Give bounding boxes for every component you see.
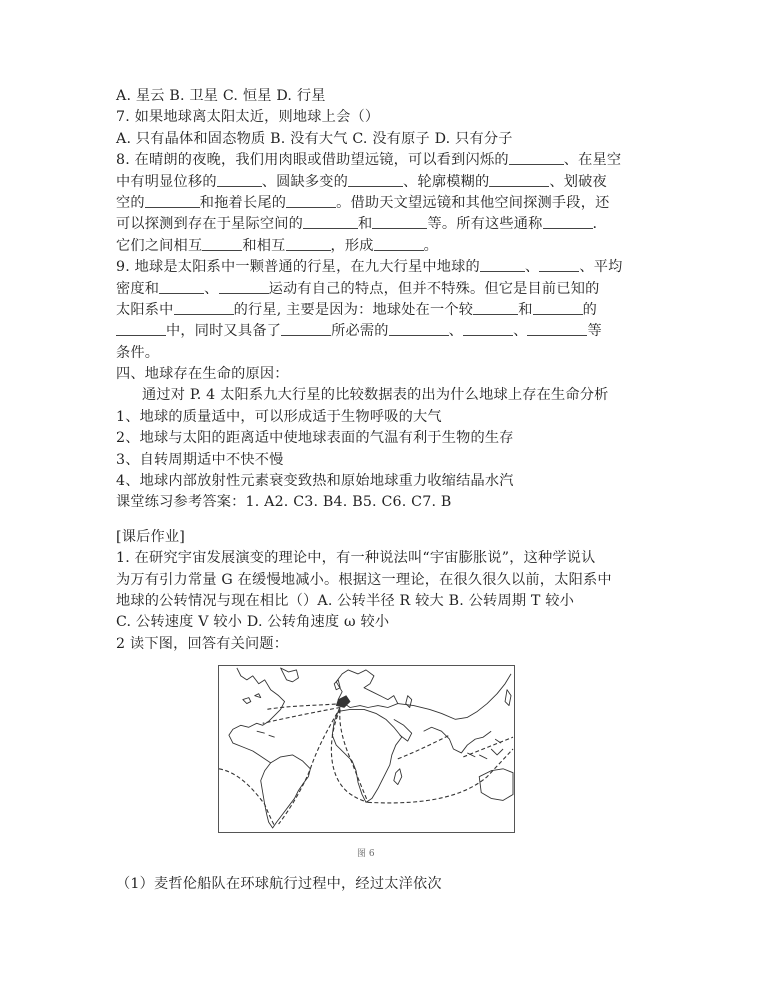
- hw2-stem: 2 读下图，回答有关问题：: [116, 635, 289, 652]
- fill-blank[interactable]: [527, 321, 587, 336]
- text: 密度和: [116, 280, 160, 297]
- section-4-title: 四、地球存在生命的原因：: [116, 366, 289, 383]
- text: 、划破夜: [549, 173, 607, 190]
- greenland-outline: [281, 668, 299, 682]
- text: 8. 在晴朗的夜晚，我们用肉眼或借助望远镜，可以看到闪烁的: [116, 152, 509, 169]
- section-4-intro: 通过对 P. 4 太阳系九大行星的比较数据表的出为什么地球上存在生命分析: [142, 387, 609, 404]
- great-lakes: [243, 694, 261, 704]
- q7-options: A. 只有晶体和固态物质 B. 没有大气 C. 没有原子 D. 只有分子: [116, 130, 513, 147]
- document-page: [116, 86, 656, 655]
- fill-blank[interactable]: [281, 321, 331, 336]
- fill-blank[interactable]: [489, 172, 549, 187]
- fill-blank[interactable]: [533, 300, 583, 315]
- q8-line-5: [116, 236, 656, 257]
- text: 和: [358, 216, 373, 233]
- q7-stem: 7. 如果地球离太阳太近，则地球上会（）: [116, 109, 380, 126]
- q8-line-3: [116, 193, 656, 214]
- fill-blank[interactable]: [303, 214, 358, 229]
- q9-line-1: [116, 257, 656, 278]
- text: 等: [587, 323, 602, 340]
- world-map-drawing: [219, 666, 514, 832]
- text: .: [592, 216, 598, 233]
- caribbean-islands: [257, 731, 275, 737]
- fill-blank[interactable]: [219, 279, 269, 294]
- reason-1: 1、地球的质量适中，可以形成适于生物呼吸的大气: [116, 408, 442, 425]
- fill-blank[interactable]: [480, 257, 525, 272]
- text: 和拖着长尾的: [199, 194, 287, 211]
- text: 中，同时又具备了: [166, 323, 282, 340]
- text: 和: [518, 301, 533, 318]
- text: 、轮廓模糊的: [403, 173, 490, 190]
- homework-title: [课后作业]: [116, 528, 186, 545]
- q9-line-4: [116, 321, 656, 342]
- fill-blank[interactable]: [372, 214, 427, 229]
- reason-4: 4、地球内部放射性元素衰变致热和原始地球重力收缩结晶水汽: [116, 473, 514, 490]
- q6-options: A. 星云 B. 卫星 C. 恒星 D. 行星: [116, 88, 326, 104]
- text: 和相互: [242, 237, 286, 254]
- fill-blank[interactable]: [389, 321, 449, 336]
- text: 、: [204, 280, 219, 297]
- south-america-outline: [261, 755, 311, 828]
- text: 、: [448, 323, 464, 340]
- fill-blank[interactable]: [174, 300, 234, 315]
- fill-blank[interactable]: [202, 236, 242, 251]
- fill-blank[interactable]: [539, 257, 579, 272]
- text: 、平均: [579, 259, 623, 276]
- text: 、圆缺多变的: [261, 173, 349, 190]
- q8-line-1: [116, 150, 656, 171]
- text: 太阳系中: [116, 301, 174, 318]
- text: 。借助天文望远镜和其他空间探测手段，还: [336, 194, 610, 211]
- q8-line-2: [116, 172, 656, 193]
- text: 的行星, 主要是因为：地球处在一个较: [233, 301, 474, 318]
- fill-blank[interactable]: [286, 236, 331, 251]
- hw1-line-3: 地球的公转情况与现在相比（）A. 公转半径 R 较大 B. 公转周期 T 较小: [116, 592, 575, 609]
- route-indian-ocean-return: [368, 749, 513, 803]
- fill-blank[interactable]: [286, 193, 336, 208]
- fill-blank[interactable]: [543, 214, 593, 229]
- q9-line-5: 条件。: [116, 344, 160, 361]
- madagascar-outline: [394, 769, 402, 785]
- figure-caption: 图 6: [357, 849, 375, 859]
- text: 9. 地球是太阳系中一颗普通的行星，在九大行星中地球的: [116, 259, 480, 276]
- hw2-question-1: （1）麦哲伦船队在环球航行过程中，经过太洋依次: [116, 876, 442, 892]
- world-map-figure: [218, 665, 515, 833]
- text: 。: [423, 237, 439, 254]
- fill-blank[interactable]: [116, 321, 166, 336]
- indonesia-islands: [467, 739, 503, 759]
- text: 、在星空: [563, 152, 622, 169]
- fill-blank[interactable]: [473, 300, 518, 315]
- north-america-outline: [229, 668, 285, 763]
- australia-outline: [479, 769, 513, 801]
- text: 可以探测到存在于星际空间的: [116, 216, 304, 233]
- hw1-line-2: 为万有引力常量 G 在缓慢地减小。根据这一理论，在很久很久以前，太阳系中: [116, 571, 612, 588]
- answer-key: 课堂练习参考答案：1. A2. C3. B4. B5. C6. C7. B: [116, 494, 452, 511]
- text: 、: [524, 259, 540, 276]
- text: 的: [582, 301, 597, 318]
- fill-blank[interactable]: [509, 150, 564, 165]
- caspian-sea: [406, 696, 412, 708]
- fill-blank[interactable]: [145, 193, 200, 208]
- text: 、: [513, 323, 528, 340]
- q8-line-4: [116, 214, 656, 235]
- text: 中有明显位移的: [116, 173, 217, 190]
- africa-outline: [332, 709, 402, 802]
- text: 它们之间相互: [116, 237, 203, 254]
- hw1-line-4: C. 公转速度 V 较小 D. 公转角速度 ω 较小: [116, 614, 390, 631]
- fill-blank[interactable]: [217, 172, 262, 187]
- british-isles: [334, 680, 340, 690]
- text: 空的: [116, 194, 145, 211]
- route-to-moluccas: [463, 737, 513, 757]
- route-magellan-pacific: [219, 769, 275, 826]
- text: 运动有自己的特点，但并不特殊。但它是目前已知的: [268, 280, 600, 297]
- route-africa-west-coast: [340, 709, 368, 802]
- route-to-india: [398, 735, 450, 759]
- q9-line-3: [116, 300, 656, 321]
- japan-outline: [505, 690, 511, 706]
- route-to-america-north: [267, 704, 342, 710]
- text: 等。所有这些通称: [427, 216, 543, 233]
- fill-blank[interactable]: [374, 236, 424, 251]
- hw1-line-1: 1. 在研究宇宙发展演变的理论中，有一种说法叫“宇宙膨胀说”，这种学说认: [116, 550, 596, 567]
- asia-outline: [398, 674, 511, 753]
- fill-blank[interactable]: [159, 279, 204, 294]
- text: ，形成: [330, 237, 374, 254]
- reason-3: 3、自转周期适中不快不慢: [116, 451, 284, 468]
- text: 所必需的: [331, 323, 389, 340]
- fill-blank[interactable]: [348, 172, 403, 187]
- q9-line-2: [116, 279, 656, 300]
- reason-2: 2、地球与太阳的距离适中使地球表面的气温有利于生物的生存: [116, 430, 514, 447]
- fill-blank[interactable]: [463, 321, 513, 336]
